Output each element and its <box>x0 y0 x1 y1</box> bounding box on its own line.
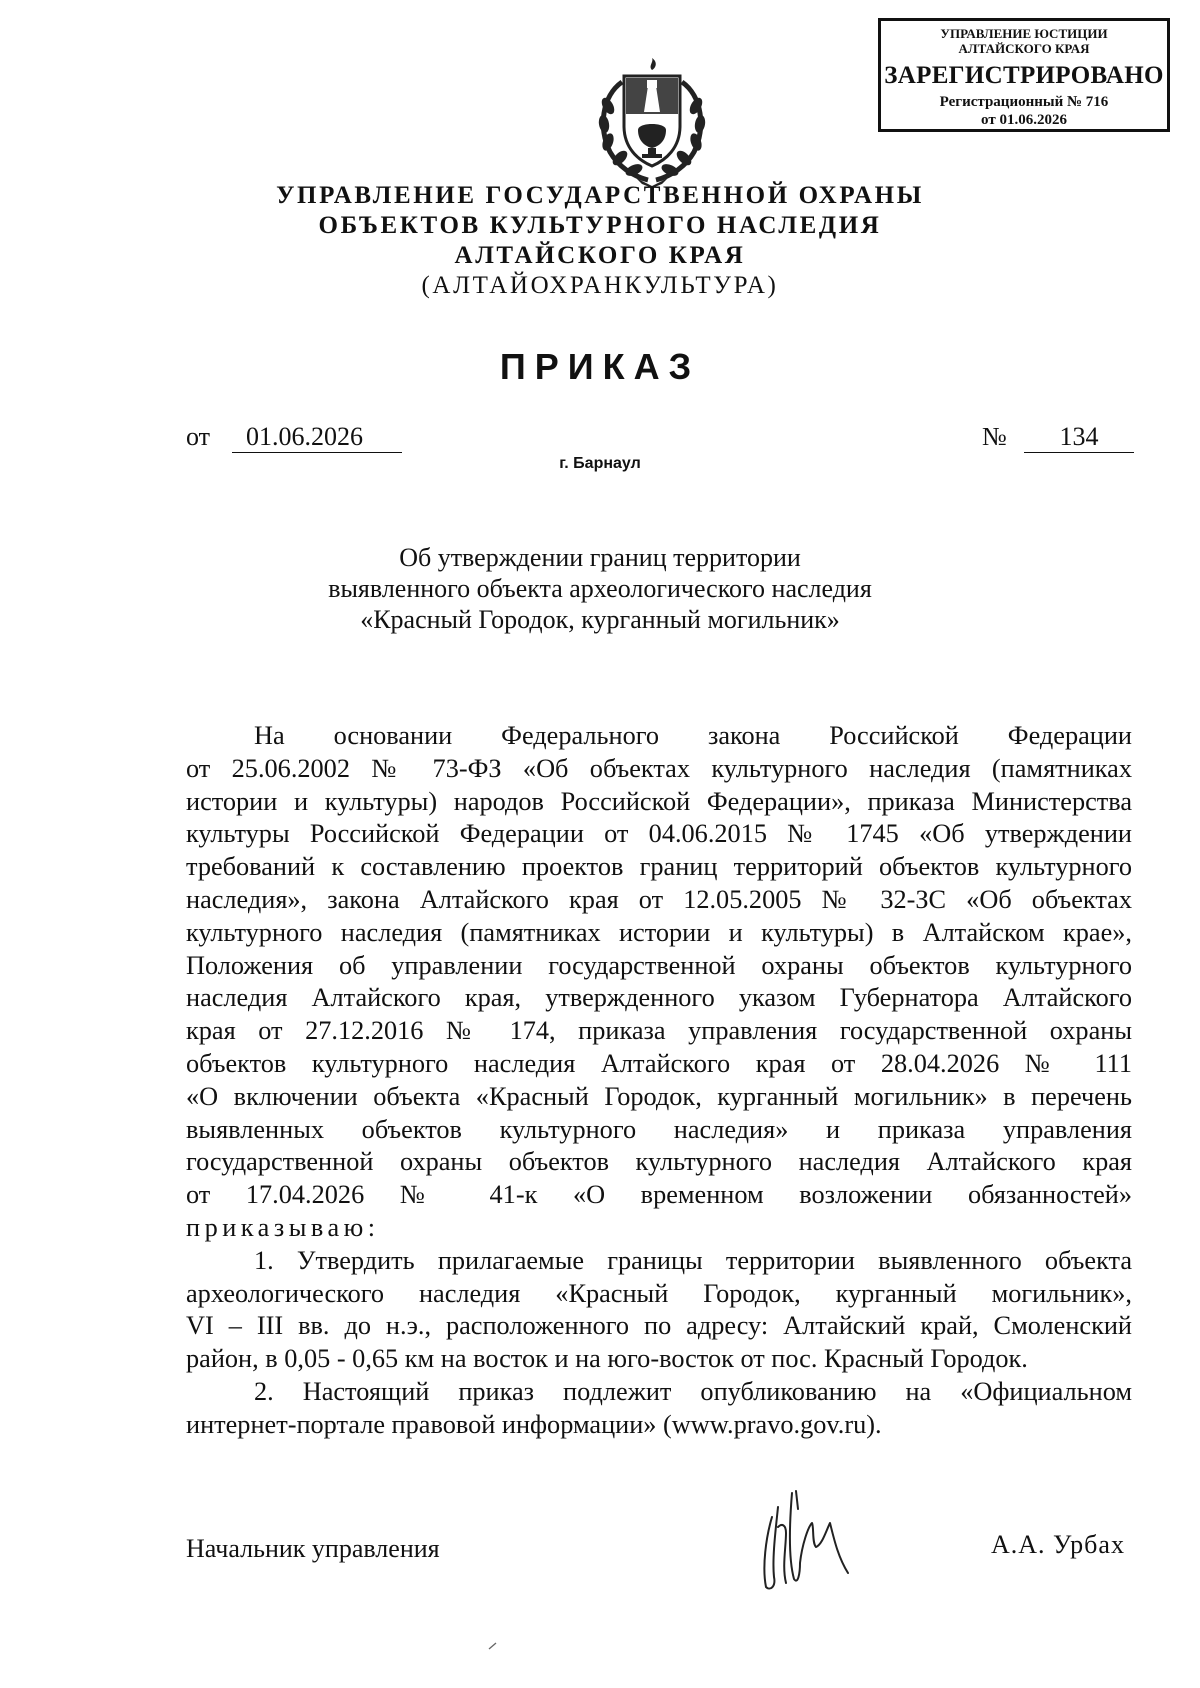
item1-line: район, в 0,05 - 0,65 км на восток и на юго-восток от пос. Красный Городок. <box>186 1344 1028 1374</box>
preamble-line: края от 27.12.2016 № 174, приказа управления государственной охраны <box>186 1016 1132 1046</box>
preamble-line: На основании Федерального закона Российской Федерации <box>254 721 1132 750</box>
agency-name-line3: АЛТАЙСКОГО КРАЯ <box>454 242 746 269</box>
order-title: ПРИКАЗ <box>499 346 701 387</box>
item2-line: интернет-портале правовой информации» (www.pravo.gov.ru). <box>186 1409 882 1439</box>
order-city: г. Барнаул <box>559 455 641 472</box>
subject-line3: «Красный Городок, курганный могильник» <box>360 605 840 634</box>
order-subject <box>0 542 1200 635</box>
agency-short-name: (АЛТАЙОХРАНКУЛЬТУРА) <box>421 272 779 299</box>
stamp-reg-date: от 01.06.2026 <box>981 112 1067 128</box>
preamble-line: истории и культуры) народов Российской Федерации», приказа Министерства <box>186 786 1132 816</box>
stamp-authority-line1: УПРАВЛЕНИЕ ЮСТИЦИИ <box>940 26 1108 41</box>
preamble-line: выявленных объектов культурного наследия» и приказа управления <box>186 1114 1132 1144</box>
order-number: 134 <box>1024 422 1134 453</box>
preamble-line: объектов культурного наследия Алтайского края от 28.04.2026 № 111 <box>186 1048 1132 1078</box>
stamp-reg-number: Регистрационный № 716 <box>939 94 1109 110</box>
stamp-authority-line2: АЛТАЙСКОГО КРАЯ <box>958 41 1090 56</box>
order-date-prefix: от <box>186 422 211 451</box>
handwritten-signature-icon <box>752 1487 862 1597</box>
subject-line1: Об утверждении границ территории <box>399 543 801 572</box>
preamble-line: от 17.04.2026 № 41-к «О временном возложении обязанностей» <box>186 1180 1132 1210</box>
order-date: 01.06.2026 <box>232 422 402 453</box>
preamble-line: государственной охраны объектов культурного наследия Алтайского края <box>186 1147 1132 1177</box>
preamble-line: требований к составлению проектов границ территорий объектов культурного <box>186 852 1132 882</box>
stamp-status: ЗАРЕГИСТРИРОВАНО <box>884 62 1164 89</box>
altai-krai-coat-of-arms-icon <box>592 56 712 188</box>
preamble-line: наследия», закона Алтайского края от 12.05.2005 № 32-ЗС «Об объектах <box>186 884 1132 914</box>
signatory-name: А.А. Урбах <box>991 1530 1125 1559</box>
preamble-line: от 25.06.2002 № 73-ФЗ «Об объектах культурного наследия (памятниках <box>186 753 1132 783</box>
signatory-position: Начальник управления <box>186 1534 440 1563</box>
item1-line: археологического наследия «Красный Городок, курганный могильник», <box>186 1278 1132 1308</box>
item2-line: 2. Настоящий приказ подлежит опубликованию на «Официальном <box>254 1376 1132 1406</box>
preamble-line: культурного наследия (памятниках истории и культуры) в Алтайском крае», <box>186 917 1132 947</box>
item1-line: 1. Утвердить прилагаемые границы территории выявленного объекта <box>254 1245 1132 1275</box>
agency-name-line1: УПРАВЛЕНИЕ ГОСУДАРСТВЕННОЙ ОХРАНЫ <box>276 182 924 209</box>
subject-line2: выявленного объекта археологического наследия <box>328 574 872 603</box>
order-number-prefix: № <box>982 422 1007 451</box>
stray-mark <box>487 1638 499 1648</box>
preamble-line: культуры Российской Федерации от 04.06.2015 № 1745 «Об утверждении <box>186 819 1132 849</box>
item1-line: VI – III вв. до н.э., расположенного по адресу: Алтайский край, Смоленский <box>186 1311 1132 1341</box>
agency-name-line2: ОБЪЕКТОВ КУЛЬТУРНОГО НАСЛЕДИЯ <box>318 212 882 239</box>
registration-stamp <box>878 18 1170 132</box>
preamble-line: «О включении объекта «Красный Городок, курганный могильник» в перечень <box>186 1081 1132 1111</box>
preamble-line: наследия Алтайского края, утвержденного указом Губернатора Алтайского <box>186 983 1132 1013</box>
order-body <box>186 720 1132 1442</box>
order-directive: приказываю: <box>186 1212 380 1242</box>
preamble-line: Положения об управлении государственной охраны объектов культурного <box>186 950 1132 980</box>
